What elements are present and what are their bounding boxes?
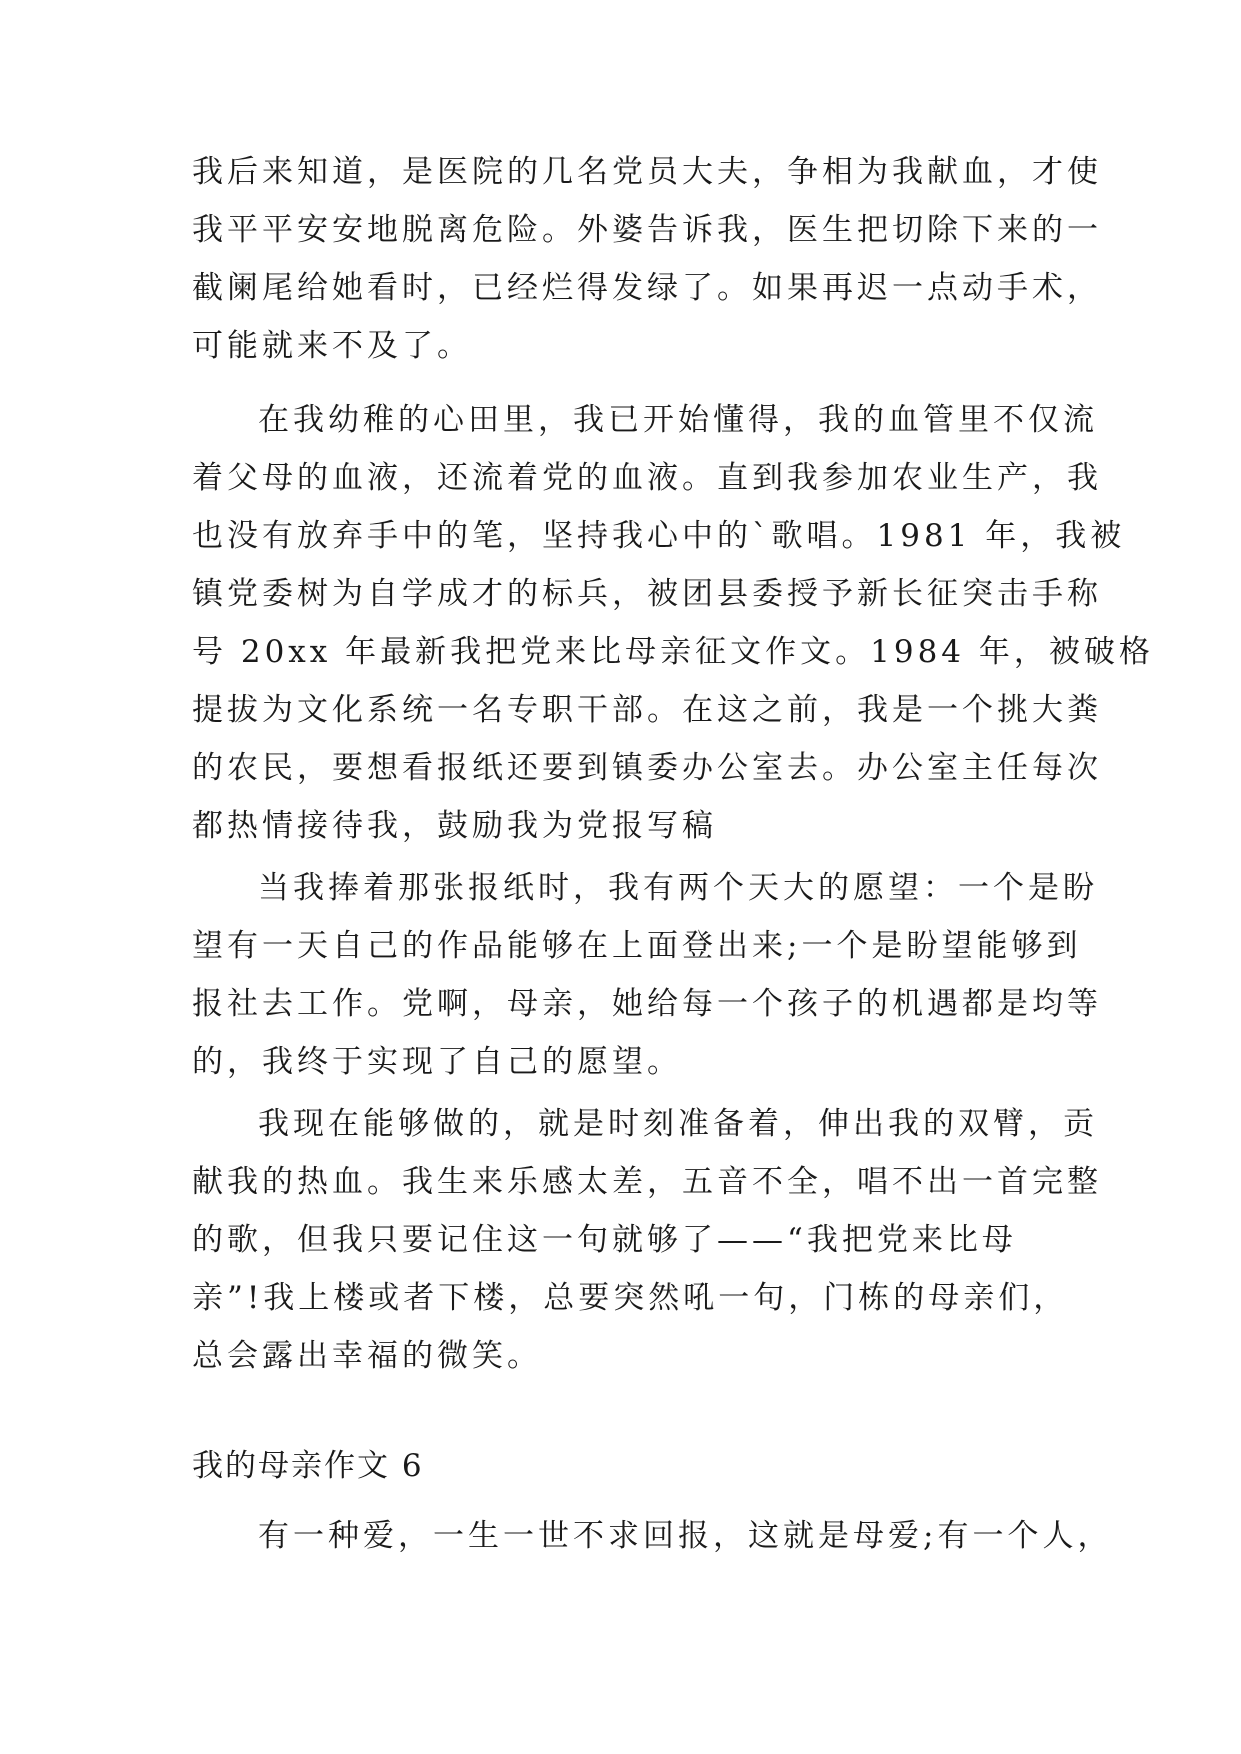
paragraph-1-line-4: 可能就来不及了。 bbox=[192, 328, 472, 364]
paragraph-4-line-3: 的歌，但我只要记住这一句就够了——“我把党来比母 bbox=[192, 1222, 1017, 1258]
section-title: 我的母亲作文 6 bbox=[192, 1448, 424, 1484]
paragraph-3-line-1: 当我捧着那张报纸时，我有两个天大的愿望：一个是盼 bbox=[258, 870, 1098, 906]
paragraph-4-line-1: 我现在能够做的，就是时刻准备着，伸出我的双臂，贡 bbox=[258, 1106, 1098, 1142]
paragraph-2-line-4: 镇党委树为自学成才的标兵，被团县委授予新长征突击手称 bbox=[192, 576, 1102, 612]
paragraph-1-line-1: 我后来知道，是医院的几名党员大夫，争相为我献血，才使 bbox=[192, 154, 1102, 190]
paragraph-1-line-2: 我平平安安地脱离危险。外婆告诉我，医生把切除下来的一 bbox=[192, 212, 1102, 248]
paragraph-2-line-2: 着父母的血液，还流着党的血液。直到我参加农业生产，我 bbox=[192, 460, 1102, 496]
paragraph-1-line-3: 截阑尾给她看时，已经烂得发绿了。如果再迟一点动手术， bbox=[192, 270, 1102, 306]
paragraph-2-line-6: 提拔为文化系统一名专职干部。在这之前，我是一个挑大粪 bbox=[192, 692, 1102, 728]
paragraph-2-line-7: 的农民，要想看报纸还要到镇委办公室去。办公室主任每次 bbox=[192, 750, 1102, 786]
paragraph-2-line-5: 号 20xx 年最新我把党来比母亲征文作文。1984 年，被破格 bbox=[192, 634, 1154, 670]
paragraph-4-line-5: 总会露出幸福的微笑。 bbox=[192, 1338, 542, 1374]
paragraph-3-line-3: 报社去工作。党啊，母亲，她给每一个孩子的机遇都是均等 bbox=[192, 986, 1102, 1022]
paragraph-3-line-2: 望有一天自己的作品能够在上面登出来;一个是盼望能够到 bbox=[192, 928, 1082, 964]
paragraph-4-line-4: 亲”!我上楼或者下楼，总要突然吼一句，门栋的母亲们， bbox=[192, 1280, 1069, 1316]
paragraph-3-line-4: 的，我终于实现了自己的愿望。 bbox=[192, 1044, 682, 1080]
paragraph-2-line-8: 都热情接待我，鼓励我为党报写稿 bbox=[192, 808, 717, 844]
paragraph-2-line-3: 也没有放弃手中的笔，坚持我心中的`歌唱。1981 年，我被 bbox=[192, 518, 1126, 554]
paragraph-2-line-1: 在我幼稚的心田里，我已开始懂得，我的血管里不仅流 bbox=[258, 402, 1098, 438]
paragraph-4-line-2: 献我的热血。我生来乐感太差，五音不全，唱不出一首完整 bbox=[192, 1164, 1102, 1200]
paragraph-5-line-1: 有一种爱，一生一世不求回报，这就是母爱;有一个人， bbox=[258, 1518, 1113, 1554]
